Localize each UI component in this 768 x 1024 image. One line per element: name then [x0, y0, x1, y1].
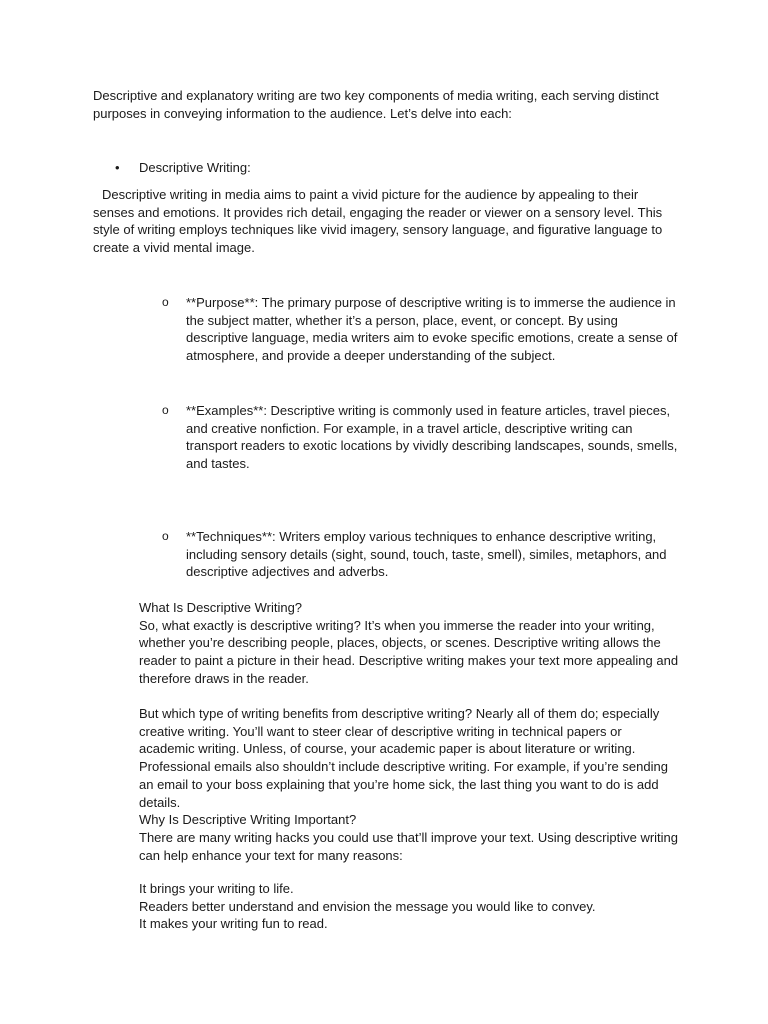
reasons-list: [139, 880, 679, 933]
what-is-section: [139, 599, 679, 688]
descriptive-writing-body: Descriptive writing in media aims to paint a vivid picture for the audience by appealing to their senses and emotions. It provides rich detail, engaging the reader or viewer on a sensory level. This style of writing employs techniques like vivid imagery, sensory language, and figurative language to create a vivid mental image.: [93, 187, 663, 256]
circle-bullet-icon: o: [162, 529, 169, 543]
reason-item: It makes your writing fun to read.: [139, 916, 328, 932]
why-important-body: There are many writing hacks you could use that’ll improve your text. Using descriptive writing can help enhance your text for many reasons:: [139, 829, 679, 863]
examples-text: **Examples**: Descriptive writing is commonly used in feature articles, travel pieces, and creative nonfiction. For example, in a travel article, descriptive writing can transport readers to exotic locations by vividly describing landscapes, sounds, smells, and tastes.: [186, 403, 678, 472]
circle-bullet-icon: o: [162, 403, 169, 417]
bullet-icon: •: [115, 160, 120, 175]
why-important-heading: Why Is Descriptive Writing Important?: [139, 812, 357, 828]
which-type-body: But which type of writing benefits from descriptive writing? Nearly all of them do; especially creative writing. You’ll want to steer clear of descriptive writing in technical papers or academic writing. Unless, of course, your academic paper is about literature or writing. Professional emails also shouldn’t include descriptive writing. For example, if you’re sending an email to your boss explaining that you’re home sick, the last thing you want to do is add details.: [139, 706, 668, 810]
purpose-text: **Purpose**: The primary purpose of descriptive writing is to immerse the audience in the subject matter, whether it’s a person, place, event, or concept. By using descriptive language, media writers aim to evoke specific emotions, create a sense of atmosphere, and provide a deeper understanding of the subject.: [186, 295, 678, 364]
descriptive-writing-heading: Descriptive Writing:: [139, 160, 251, 175]
what-is-heading: What Is Descriptive Writing?: [139, 600, 303, 615]
what-is-body: So, what exactly is descriptive writing? It’s when you immerse the reader into your writing, whether you’re describing people, places, objects, or scenes. Descriptive writing allows the reader to paint a picture in their head. Descriptive writing makes your text more appealing and therefore draws in the reader.: [139, 617, 679, 686]
reason-item: Readers better understand and envision the message you would like to convey.: [139, 898, 596, 914]
intro-paragraph: Descriptive and explanatory writing are two key components of media writing, each serving distinct purposes in conveying information to the audience. Let’s delve into each:: [93, 88, 659, 121]
which-type-section: [139, 705, 679, 864]
circle-bullet-icon: o: [162, 295, 169, 309]
techniques-text: **Techniques**: Writers employ various techniques to enhance descriptive writing, including sensory details (sight, sound, touch, taste, smell), similes, metaphors, and descriptive adjectives and adverbs.: [186, 529, 667, 580]
reason-item: It brings your writing to life.: [139, 881, 294, 896]
